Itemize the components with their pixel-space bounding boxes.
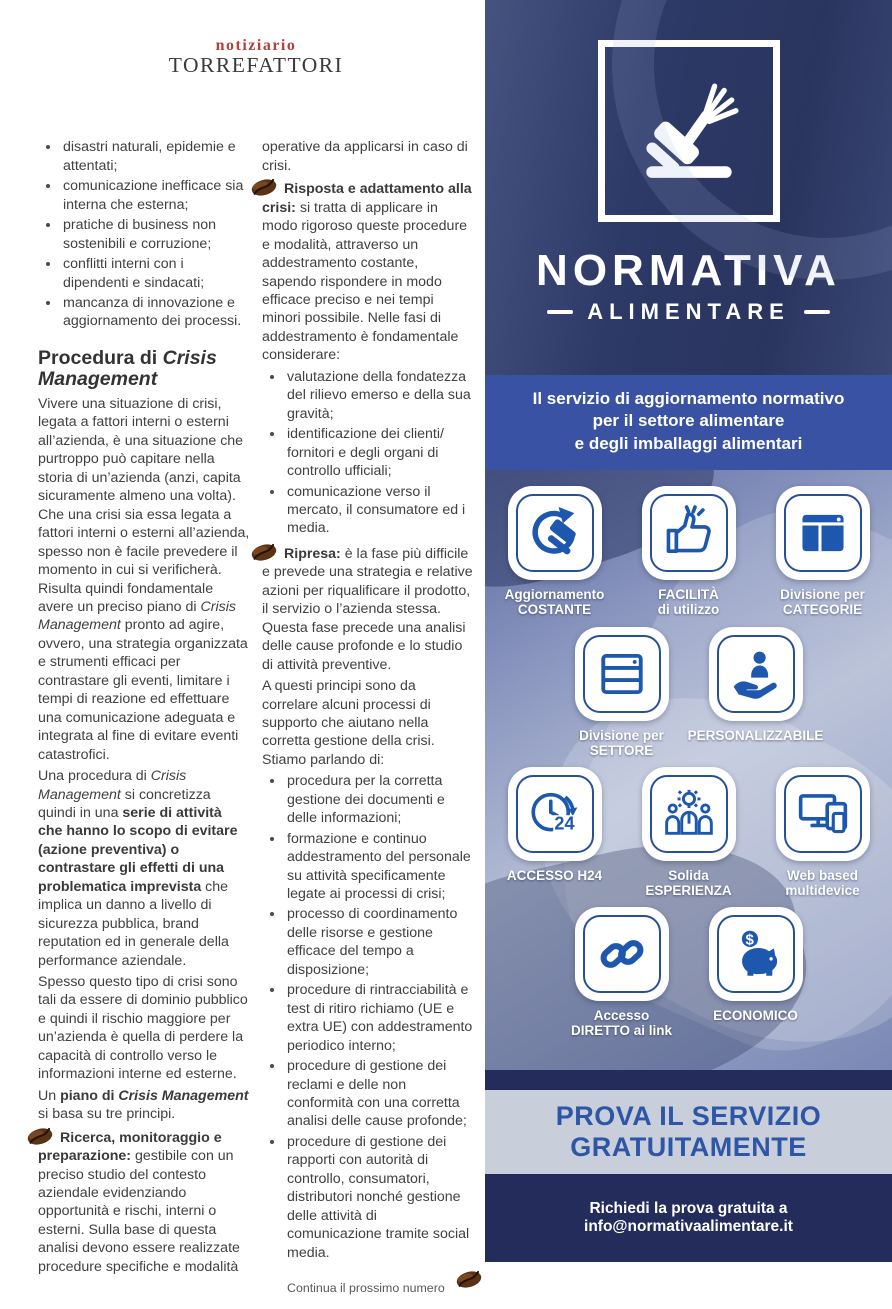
- feature-card: [508, 767, 602, 861]
- coffee-bean-icon: [249, 543, 279, 562]
- feature-label-line: SETTORE: [589, 742, 654, 758]
- bullet-item: procedure di gestione dei rapporti con autorità di controllo, consumatori, distributori nonché gestione delle attività di comunicazione tramite social media.: [262, 1133, 474, 1262]
- masthead: [38, 38, 474, 76]
- sector-rows-icon: [593, 645, 651, 703]
- text-run: gestibile con un preciso studio del contesto aziendale evidenziando opportunità e rischi, interni o esterni. Sulla base di questa analisi devono essere realizzate procedure specifiche e modalità: [38, 1148, 240, 1275]
- text-run: piano di: [60, 1087, 119, 1104]
- text-run: si basa su tre principi.: [38, 1106, 176, 1123]
- note-text: Continua il prossimo numero: [287, 1281, 445, 1296]
- bullet-item: procedure di gestione dei reclami e delle non conformità con una corretta analisi delle cause profonde;: [262, 1057, 474, 1131]
- feature-label-line: di utilizzo: [657, 602, 720, 618]
- coffee-bean-icon: [249, 178, 279, 197]
- text-run: è la fase più difficile e prevede una strategia e relative azioni per riqualificare il prodotto, il servizio o l’azienda stessa. Questa fase precede una analisi delle cause profonde e lo studio di attività preventive.: [262, 545, 473, 673]
- feature-card: [642, 486, 736, 580]
- bullet-item: disastri naturali, epidemie e attentati;: [38, 138, 250, 175]
- multidevice-icon: [794, 785, 852, 843]
- feature-label: [658, 587, 720, 617]
- feature-label: [713, 1008, 798, 1023]
- text-run: Vivere una situazione di crisi, legata a fattori interni o esterni all’azienda, è una situazione che purtroppo può capitare nella storia di un’azienda (anzi, capita sicuramente almeno una volta). Che una crisi sia essa legata a fattori interni o esterni all’azienda, spesso non è facile prevedere il momento in cui si verificherà. Risulta quindi fondamentale avere un preciso piano di: [38, 395, 250, 615]
- article-paragraph: [262, 677, 474, 769]
- feature-label-line: ACCESSO H24: [506, 867, 603, 883]
- feature-row: [499, 486, 879, 617]
- magazine-content: [38, 0, 474, 1309]
- bullet-item: pratiche di business non sostenibili e corruzione;: [38, 216, 250, 253]
- feature: [499, 767, 611, 898]
- feature-row: [499, 767, 879, 898]
- article-paragraph: [262, 543, 474, 674]
- bullet-list: [262, 772, 474, 1262]
- feature-label-line: COSTANTE: [517, 602, 592, 618]
- tagline-line: Il servizio di aggiornamento normativo: [532, 389, 845, 408]
- feature-label-line: FACILITÀ: [658, 587, 719, 603]
- bullet-item: comunicazione inefficace sia interna che esterna;: [38, 177, 250, 214]
- article-column-left: [38, 138, 250, 1308]
- gavel-fork-icon: [625, 67, 753, 195]
- brand-subtitle-row: [485, 299, 892, 325]
- article-paragraph: [38, 767, 250, 970]
- text-run: Una procedura di: [38, 768, 151, 785]
- text-run: Ripresa:: [284, 545, 341, 562]
- text-run: A questi principi sono da correlare alcuni processi di supporto che aiutano nella corretta gestione della crisi. Stiamo parlando di:: [262, 678, 435, 768]
- feature: [566, 907, 678, 1038]
- article-paragraph: [262, 178, 474, 365]
- article-paragraph: [262, 138, 474, 175]
- feature-card: [575, 627, 669, 721]
- feature-label: [505, 587, 605, 617]
- text-run: operative da applicarsi in caso di crisi.: [262, 139, 468, 174]
- brand-subtitle: ALIMENTARE: [587, 299, 790, 324]
- normativa-logo: [598, 40, 780, 222]
- team-gear-icon: [660, 785, 718, 843]
- cta-line: GRATUITAMENTE: [570, 1132, 807, 1162]
- panel-hero: [485, 0, 892, 375]
- text-run: Ricerca, monitoraggio e preparazione:: [38, 1129, 222, 1165]
- feature-label-line: Divisione per: [579, 727, 664, 743]
- feature-label-line: ECONOMICO: [713, 1007, 798, 1023]
- feature: [700, 907, 812, 1038]
- feature: [566, 627, 678, 758]
- features-section: [485, 470, 892, 1070]
- feature-card: [508, 486, 602, 580]
- text-run: Spesso questo tipo di crisi sono tali da essere di dominio pubblico e quindi il rischio maggiore per un’azienda è quella di perdere la capacità di controllo verso le informazioni interne ed esterne.: [38, 974, 248, 1083]
- text-run: pronto ad agire, ovvero, una strategia organizzata e strumenti efficaci per contrastare gli eventi, limitare i tempi di reazione ed effettuare una comunicazione adeguata e integrata al fine di evitare eventi catastrofici.: [38, 617, 248, 763]
- tagline-line: e degli imballaggi alimentari: [574, 433, 803, 453]
- text-run: Crisis Management: [118, 1087, 249, 1104]
- bullet-list: [262, 368, 474, 538]
- text-run: si tratta di applicare in modo rigoroso queste procedure e modalità, attraverso un addestramento costante, sapendo rispondere in modo efficace preciso e nei tempi minori possibile. Nelle fasi di addestramento è fondamentale considerare:: [262, 199, 468, 364]
- contact-line: Richiedi la prova gratuita a info@normativaalimentare.it: [584, 1200, 793, 1235]
- coffee-bean-icon: [25, 1127, 55, 1146]
- feature-card: [776, 767, 870, 861]
- clock-24-icon: [526, 785, 584, 843]
- text-run: Risposta e adattamento alla crisi:: [262, 181, 472, 216]
- service-tagline: [485, 375, 892, 470]
- panel-bottom: [485, 1070, 892, 1262]
- categories-icon: [794, 504, 852, 562]
- cta-line: PROVA IL SERVIZIO: [555, 1100, 822, 1131]
- bullet-item: valutazione della fondatezza del rilievo emerso e della sua gravità;: [262, 368, 474, 423]
- bullet-item: processo di coordinamento delle risorse e gestione efficace del tempo a disposizione;: [262, 905, 474, 979]
- feature-label: [780, 587, 865, 617]
- feature: [633, 486, 745, 617]
- svg-text:$: $: [744, 931, 754, 949]
- feature-label: [645, 868, 731, 898]
- article-columns: [38, 138, 474, 1308]
- dash-left-icon: [547, 310, 573, 314]
- feature-row: [566, 627, 824, 758]
- hand-person-icon: [727, 645, 785, 703]
- feature-label: [507, 868, 602, 883]
- text-run: si concretizza quindi in una: [38, 786, 211, 821]
- text-run: Crisis Management: [38, 346, 217, 390]
- feature-label: [571, 1008, 672, 1038]
- feature: [499, 486, 611, 617]
- masthead-title: TORREFATTORI: [168, 52, 344, 77]
- text-run: che implica un danno a livello di sicurezza pubblica, brand reputation ed in generale della performance aziendale.: [38, 878, 229, 969]
- continuation-note: [262, 1280, 474, 1296]
- piggy-bank-icon: [727, 925, 785, 983]
- text-run: serie di attività che hanno lo scopo di evitare (azione preventiva) o contrastare gli effetti di una problematica imprevista: [38, 804, 238, 895]
- feature: [687, 627, 824, 758]
- link-icon: [593, 925, 651, 983]
- feature-label-line: Solida: [668, 867, 709, 883]
- normativa-alimentare-panel: [485, 0, 892, 1262]
- bullet-item: procedure di rintracciabilità e test di ritiro richiamo (UE e extra UE) con addestramento periodico interno;: [262, 981, 474, 1055]
- feature-card: [709, 627, 803, 721]
- thumbs-up-icon: [660, 504, 718, 562]
- feature-label-line: Accesso: [593, 1007, 650, 1023]
- feature-card: [642, 767, 736, 861]
- feature-label-line: DIRETTO ai link: [570, 1023, 673, 1039]
- section-heading: [38, 348, 250, 390]
- feature: [633, 767, 745, 898]
- feature-label-line: CATEGORIE: [782, 602, 863, 618]
- bullet-item: mancanza di innovazione e aggiornamento dei processi.: [38, 294, 250, 331]
- bullet-item: comunicazione verso il mercato, il consumatore ed i media.: [262, 483, 474, 538]
- feature-card: [575, 907, 669, 1001]
- feature-label: [579, 728, 664, 758]
- brand-title: NORMATIVA: [536, 246, 841, 295]
- feature-label: [785, 868, 859, 898]
- feature-label-line: ESPERIENZA: [645, 882, 732, 898]
- feature-label-line: multidevice: [785, 882, 860, 898]
- feature-label: [688, 728, 824, 743]
- article-paragraph: [38, 1087, 250, 1124]
- feature-card: [709, 907, 803, 1001]
- feature-label-line: Aggiornamento: [504, 587, 605, 603]
- feature-label-line: PERSONALIZZABILE: [687, 727, 824, 743]
- masthead-name: notiziario: [215, 37, 297, 54]
- text-run: Crisis Management: [38, 598, 236, 634]
- text-run: Un: [38, 1087, 61, 1104]
- dash-right-icon: [804, 310, 830, 314]
- text-run: Crisis Management: [38, 768, 187, 803]
- svg-text:24: 24: [553, 813, 575, 834]
- features-grid: [485, 470, 892, 1038]
- bullet-item: procedura per la corretta gestione dei documenti e delle informazioni;: [262, 772, 474, 827]
- feature-label-line: Web based: [786, 867, 859, 883]
- bullet-list: [38, 138, 250, 331]
- bullet-item: formazione e continuo addestramento del personale su attività specificamente legate ai processi di crisi;: [262, 830, 474, 904]
- text-run: Procedura di: [38, 346, 163, 369]
- article-paragraph: [38, 1127, 250, 1277]
- cta-banner: [485, 1090, 892, 1174]
- feature-label-line: Divisione per: [780, 587, 865, 603]
- article-paragraph: [38, 973, 250, 1084]
- feature: [767, 486, 879, 617]
- bullet-item: identificazione dei clienti/ fornitori e degli organi di controllo ufficiali;: [262, 425, 474, 480]
- tagline-line: per il settore alimentare: [592, 411, 785, 431]
- bullet-item: conflitti interni con i dipendenti e sindacati;: [38, 255, 250, 292]
- gavel-refresh-icon: [526, 504, 584, 562]
- article-column-right: [262, 138, 474, 1308]
- coffee-bean-icon: [454, 1270, 484, 1289]
- feature-row: [566, 907, 812, 1038]
- feature-card: [776, 486, 870, 580]
- article-paragraph: [38, 395, 250, 764]
- feature: [767, 767, 879, 898]
